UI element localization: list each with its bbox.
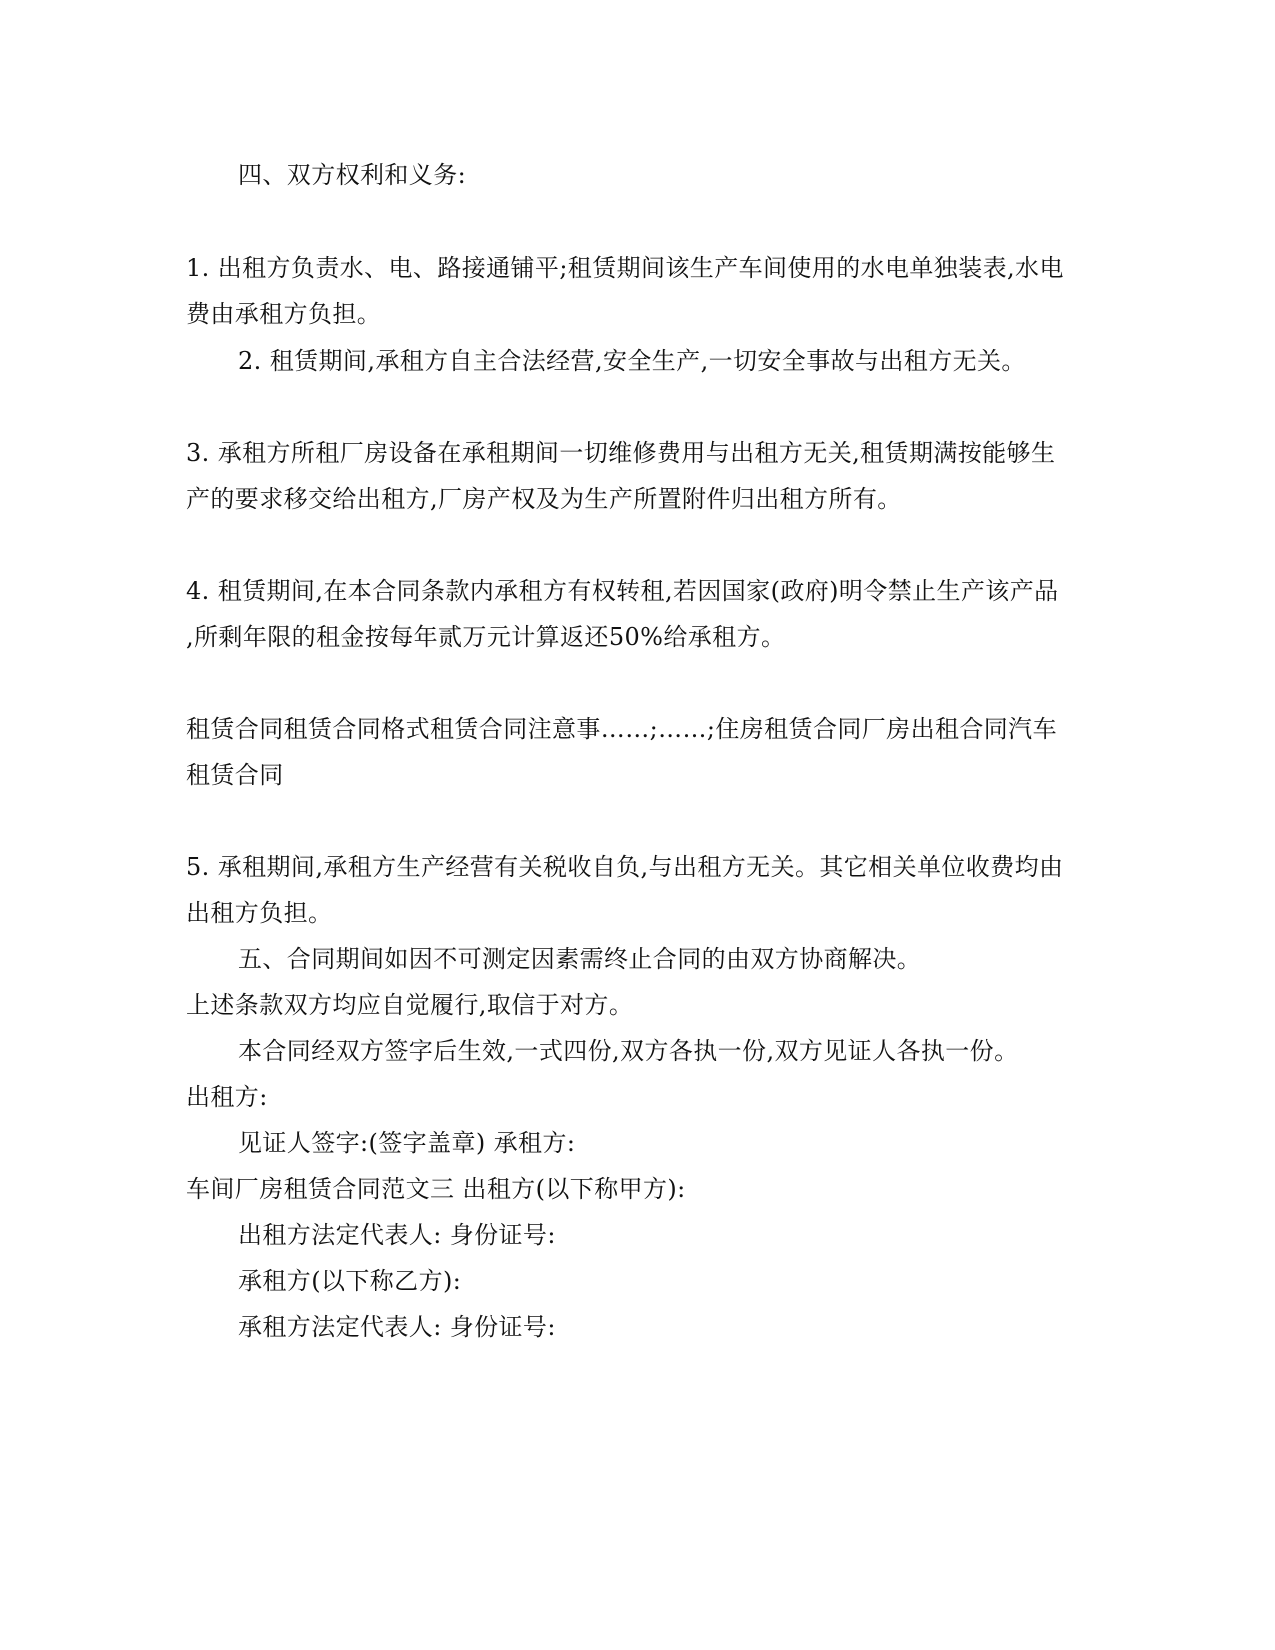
clause-3-line-1: 3. 承租方所租厂房设备在承租期间一切维修费用与出租方无关,租赁期满按能够生 [186, 439, 1056, 467]
section-heading-rights: 四、双方权利和义务: [238, 161, 467, 189]
clause-1-line-1: 1. 出租方负责水、电、路接通铺平;租赁期间该生产车间使用的水电单独装表,水电 [186, 254, 1064, 282]
clause-1-line-2: 费由承租方负担。 [186, 300, 382, 328]
clause-4-line-1: 4. 租赁期间,在本合同条款内承租方有权转租,若因国家(政府)明令禁止生产该产品 [186, 577, 1059, 605]
related-links-line-1: 租赁合同租赁合同格式租赁合同注意事……;……;住房租赁合同厂房出租合同汽车 [186, 715, 1057, 743]
related-links-line-2: 租赁合同 [186, 761, 284, 789]
lessee-party-line: 承租方(以下称乙方): [238, 1267, 462, 1295]
clause-3-line-2: 产的要求移交给出租方,厂房产权及为生产所置附件归出租方所有。 [186, 485, 902, 513]
clause-5-line-1: 5. 承租期间,承租方生产经营有关税收自负,与出租方无关。其它相关单位收费均由 [186, 853, 1064, 881]
effectiveness-clause: 本合同经双方签字后生效,一式四份,双方各执一份,双方见证人各执一份。 [238, 1037, 1019, 1065]
lessee-representative-line: 承租方法定代表人: 身份证号: [238, 1313, 556, 1341]
terms-compliance: 上述条款双方均应自觉履行,取信于对方。 [186, 991, 634, 1019]
clause-5-line-2: 出租方负担。 [186, 899, 333, 927]
section-5-termination: 五、合同期间如因不可测定因素需终止合同的由双方协商解决。 [238, 945, 922, 973]
lessor-representative-line: 出租方法定代表人: 身份证号: [238, 1221, 556, 1249]
witness-signature-line: 见证人签字:(签字盖章) 承租方: [238, 1129, 576, 1157]
clause-4-line-2: ,所剩年限的租金按每年贰万元计算返还50%给承租方。 [186, 623, 786, 651]
lessor-signature-label: 出租方: [186, 1083, 268, 1111]
template-three-heading: 车间厂房租赁合同范文三 出租方(以下称甲方): [186, 1175, 686, 1203]
clause-2: 2. 租赁期间,承租方自主合法经营,安全生产,一切安全事故与出租方无关。 [238, 347, 1026, 375]
